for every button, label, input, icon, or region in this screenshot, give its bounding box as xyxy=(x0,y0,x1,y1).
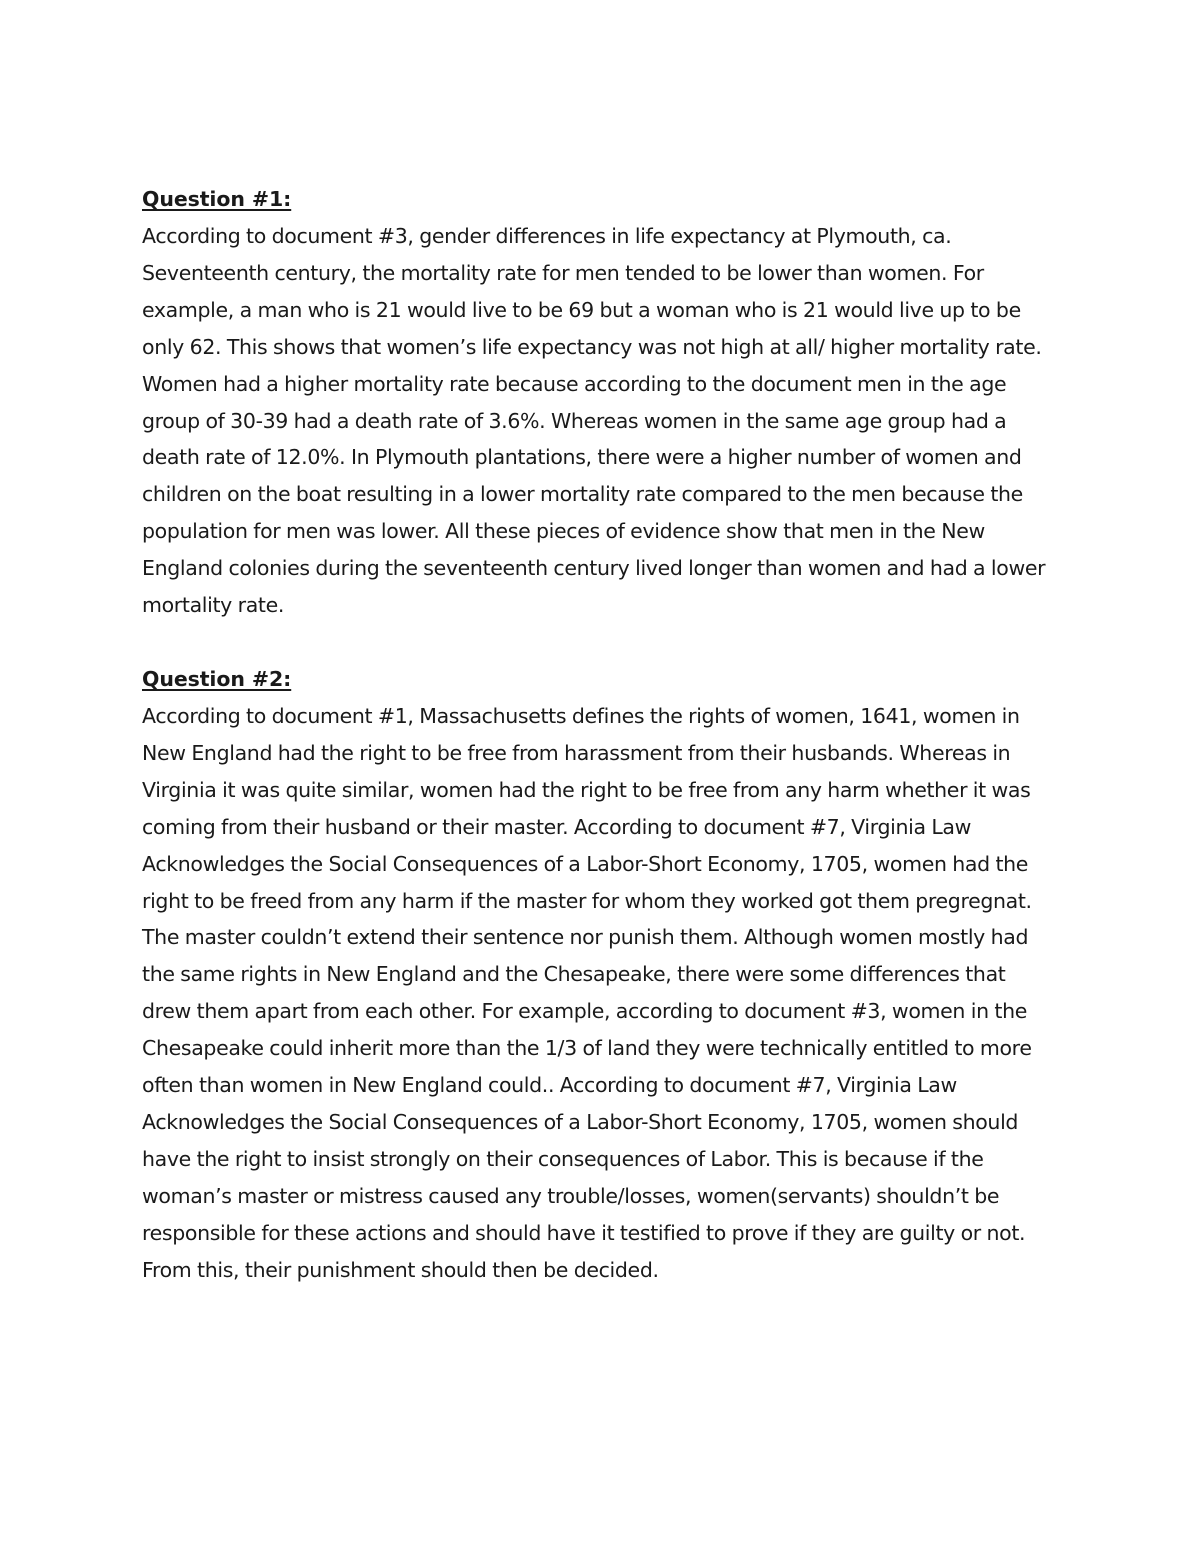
section-spacer xyxy=(142,624,1060,661)
question-1-heading: Question #1: xyxy=(142,187,292,211)
question-1-section xyxy=(142,181,1060,624)
question-1-answer: According to document #3, gender differences in life expectancy at Plymouth, ca. Seventeenth century, the mortality rate for men tended to be lower than women. For example, a man who is 21 would live to be 69 but a woman who is 21 would live up to be only 62. This shows that women’s life expectancy was not high at all/ higher mortality rate. Women had a higher mortality rate because according to the document men in the age group of 30-39 had a death rate of 3.6%. Whereas women in the same age group had a death rate of 12.0%. In Plymouth plantations, there were a higher number of women and children on the boat resulting in a lower mortality rate compared to the men because the population for men was lower. All these pieces of evidence show that men in the New England colonies during the seventeenth century lived longer than women and had a lower mortality rate. xyxy=(142,224,1046,618)
question-2-answer: According to document #1, Massachusetts defines the rights of women, 1641, women in New England had the right to be free from harassment from their husbands. Whereas in Virginia it was quite similar, women had the right to be free from any harm whether it was coming from their husband or their master. According to document #7, Virginia Law Acknowledges the Social Consequences of a Labor-Short Economy, 1705, women had the right to be freed from any harm if the master for whom they worked got them pregregnat. The master couldn’t extend their sentence nor punish them. Although women mostly had the same rights in New England and the Chesapeake, there were some differences that drew them apart from each other. For example, according to document #3, women in the Chesapeake could inherit more than the 1/3 of land they were technically entitled to more often than women in New England could.. According to document #7, Virginia Law Acknowledges the Social Consequences of a Labor-Short Economy, 1705, women should have the right to insist strongly on their consequences of Labor. This is because if the woman’s master or mistress caused any trouble/losses, women(servants) shouldn’t be responsible for these actions and should have it testified to prove if they are guilty or not. From this, their punishment should then be decided. xyxy=(142,703,1032,1282)
document-page xyxy=(142,181,1060,1288)
question-2-section xyxy=(142,661,1060,1289)
question-2-heading: Question #2: xyxy=(142,666,292,691)
